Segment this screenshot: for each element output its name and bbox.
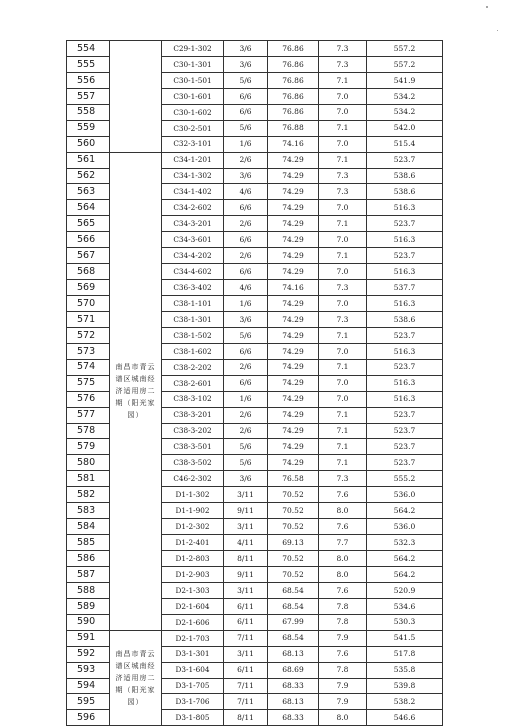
floor-area: 67.99 <box>268 614 319 630</box>
floor-area: 74.29 <box>268 311 319 327</box>
unit-price: 7.0 <box>319 136 367 152</box>
floor-level: 5/6 <box>224 455 268 471</box>
unit-code: D1-2-401 <box>162 535 224 551</box>
unit-price: 7.6 <box>319 487 367 503</box>
floor-area: 74.29 <box>268 359 319 375</box>
floor-level: 7/11 <box>224 694 268 710</box>
total-price: 538.6 <box>367 311 443 327</box>
floor-level: 7/11 <box>224 678 268 694</box>
row-number: 556 <box>67 72 110 88</box>
total-price: 515.4 <box>367 136 443 152</box>
unit-price: 7.0 <box>319 88 367 104</box>
row-number: 564 <box>67 200 110 216</box>
floor-area: 74.29 <box>268 375 319 391</box>
unit-price: 7.0 <box>319 391 367 407</box>
total-price: 523.7 <box>367 439 443 455</box>
unit-code: C30-1-501 <box>162 72 224 88</box>
unit-code: D1-2-903 <box>162 566 224 582</box>
total-price: 539.8 <box>367 678 443 694</box>
total-price: 542.0 <box>367 120 443 136</box>
row-number: 591 <box>67 630 110 646</box>
total-price: 516.3 <box>367 232 443 248</box>
total-price: 523.7 <box>367 359 443 375</box>
total-price: 517.8 <box>367 646 443 662</box>
floor-level: 3/11 <box>224 582 268 598</box>
unit-price: 7.1 <box>319 423 367 439</box>
unit-price: 7.1 <box>319 120 367 136</box>
unit-code: C34-2-602 <box>162 200 224 216</box>
total-price: 516.3 <box>367 296 443 312</box>
unit-code: C36-3-402 <box>162 280 224 296</box>
floor-level: 6/6 <box>224 264 268 280</box>
total-price: 564.2 <box>367 551 443 567</box>
unit-price: 7.8 <box>319 662 367 678</box>
row-number: 593 <box>67 662 110 678</box>
unit-price: 7.1 <box>319 407 367 423</box>
total-price: 536.0 <box>367 487 443 503</box>
floor-level: 6/6 <box>224 343 268 359</box>
floor-area: 68.54 <box>268 630 319 646</box>
unit-code: C38-1-101 <box>162 296 224 312</box>
floor-level: 2/6 <box>224 152 268 168</box>
floor-level: 5/6 <box>224 439 268 455</box>
row-number: 589 <box>67 598 110 614</box>
unit-code: D1-1-302 <box>162 487 224 503</box>
floor-area: 74.29 <box>268 343 319 359</box>
total-price: 538.6 <box>367 184 443 200</box>
floor-level: 2/6 <box>224 359 268 375</box>
floor-area: 74.16 <box>268 280 319 296</box>
floor-area: 76.86 <box>268 56 319 72</box>
floor-level: 2/6 <box>224 407 268 423</box>
total-price: 541.9 <box>367 72 443 88</box>
unit-code: C30-1-601 <box>162 88 224 104</box>
unit-code: D3-1-805 <box>162 710 224 726</box>
table-row <box>67 152 443 168</box>
table-row <box>67 630 443 646</box>
unit-price: 7.3 <box>319 471 367 487</box>
floor-area: 74.29 <box>268 264 319 280</box>
floor-level: 3/6 <box>224 56 268 72</box>
floor-area: 68.33 <box>268 710 319 726</box>
unit-code: C34-1-302 <box>162 168 224 184</box>
unit-price: 7.0 <box>319 375 367 391</box>
row-number: 577 <box>67 407 110 423</box>
floor-level: 8/11 <box>224 551 268 567</box>
floor-area: 74.29 <box>268 232 319 248</box>
total-price: 534.6 <box>367 598 443 614</box>
floor-area: 70.52 <box>268 503 319 519</box>
floor-area: 76.86 <box>268 41 319 57</box>
floor-area: 74.29 <box>268 200 319 216</box>
unit-price: 7.1 <box>319 152 367 168</box>
floor-level: 8/11 <box>224 710 268 726</box>
unit-code: D2-1-703 <box>162 630 224 646</box>
floor-area: 76.86 <box>268 72 319 88</box>
floor-area: 74.29 <box>268 216 319 232</box>
project-name-cell: 南昌市青云谱区城南经济适用房二期（阳光家园） <box>110 152 162 630</box>
floor-level: 6/11 <box>224 598 268 614</box>
row-number: 572 <box>67 327 110 343</box>
project-name-cell: 南昌市青云谱区城南经济适用房二期（阳光家园） <box>110 630 162 726</box>
floor-area: 70.52 <box>268 566 319 582</box>
floor-level: 7/11 <box>224 630 268 646</box>
unit-price: 7.3 <box>319 41 367 57</box>
floor-area: 74.29 <box>268 248 319 264</box>
unit-price: 7.1 <box>319 216 367 232</box>
floor-area: 76.88 <box>268 120 319 136</box>
floor-area: 74.29 <box>268 168 319 184</box>
row-number: 562 <box>67 168 110 184</box>
row-number: 592 <box>67 646 110 662</box>
floor-level: 6/11 <box>224 662 268 678</box>
row-number: 558 <box>67 104 110 120</box>
row-number: 590 <box>67 614 110 630</box>
floor-area: 68.13 <box>268 646 319 662</box>
row-number: 565 <box>67 216 110 232</box>
floor-area: 74.29 <box>268 184 319 200</box>
floor-level: 2/6 <box>224 248 268 264</box>
unit-price: 7.1 <box>319 455 367 471</box>
floor-level: 9/11 <box>224 503 268 519</box>
floor-area: 74.16 <box>268 136 319 152</box>
unit-code: C34-3-201 <box>162 216 224 232</box>
floor-area: 74.29 <box>268 296 319 312</box>
floor-level: 2/6 <box>224 423 268 439</box>
unit-price: 7.0 <box>319 343 367 359</box>
unit-code: C38-2-601 <box>162 375 224 391</box>
unit-code: D2-1-604 <box>162 598 224 614</box>
floor-level: 1/6 <box>224 296 268 312</box>
row-number: 578 <box>67 423 110 439</box>
floor-area: 74.29 <box>268 423 319 439</box>
floor-area: 76.86 <box>268 88 319 104</box>
unit-price: 7.1 <box>319 359 367 375</box>
row-number: 585 <box>67 535 110 551</box>
floor-area: 74.29 <box>268 455 319 471</box>
unit-price: 7.1 <box>319 327 367 343</box>
unit-code: D3-1-706 <box>162 694 224 710</box>
unit-code: C30-1-301 <box>162 56 224 72</box>
unit-code: C38-3-202 <box>162 423 224 439</box>
floor-area: 70.52 <box>268 487 319 503</box>
floor-level: 1/6 <box>224 136 268 152</box>
floor-area: 74.29 <box>268 152 319 168</box>
unit-code: D1-2-803 <box>162 551 224 567</box>
floor-area: 76.58 <box>268 471 319 487</box>
unit-code: D1-1-902 <box>162 503 224 519</box>
unit-code: C38-3-201 <box>162 407 224 423</box>
total-price: 536.0 <box>367 519 443 535</box>
floor-level: 4/6 <box>224 280 268 296</box>
table-body <box>67 41 443 726</box>
total-price: 523.7 <box>367 327 443 343</box>
unit-price: 7.3 <box>319 56 367 72</box>
total-price: 520.9 <box>367 582 443 598</box>
row-number: 560 <box>67 136 110 152</box>
unit-price: 7.0 <box>319 200 367 216</box>
floor-level: 6/6 <box>224 200 268 216</box>
unit-code: C46-2-302 <box>162 471 224 487</box>
unit-code: C38-1-502 <box>162 327 224 343</box>
unit-code: D1-2-302 <box>162 519 224 535</box>
unit-code: C38-1-602 <box>162 343 224 359</box>
scan-speck <box>497 30 498 31</box>
total-price: 532.3 <box>367 535 443 551</box>
total-price: 530.3 <box>367 614 443 630</box>
unit-price: 7.8 <box>319 614 367 630</box>
floor-level: 3/6 <box>224 168 268 184</box>
floor-level: 4/6 <box>224 184 268 200</box>
row-number: 576 <box>67 391 110 407</box>
unit-price: 7.0 <box>319 296 367 312</box>
total-price: 534.2 <box>367 104 443 120</box>
total-price: 523.7 <box>367 407 443 423</box>
total-price: 557.2 <box>367 56 443 72</box>
unit-price: 7.0 <box>319 264 367 280</box>
unit-code: C38-3-102 <box>162 391 224 407</box>
unit-price: 7.0 <box>319 104 367 120</box>
scan-speck <box>486 6 488 8</box>
floor-area: 68.54 <box>268 582 319 598</box>
floor-level: 6/6 <box>224 104 268 120</box>
row-number: 587 <box>67 566 110 582</box>
total-price: 564.2 <box>367 503 443 519</box>
row-number: 563 <box>67 184 110 200</box>
floor-level: 3/6 <box>224 311 268 327</box>
total-price: 523.7 <box>367 455 443 471</box>
unit-code: C34-3-601 <box>162 232 224 248</box>
floor-level: 3/6 <box>224 471 268 487</box>
row-number: 594 <box>67 678 110 694</box>
unit-code: C34-1-402 <box>162 184 224 200</box>
unit-price: 7.1 <box>319 72 367 88</box>
unit-price: 7.7 <box>319 535 367 551</box>
housing-table <box>66 40 443 726</box>
row-number: 596 <box>67 710 110 726</box>
floor-level: 6/6 <box>224 88 268 104</box>
row-number: 569 <box>67 280 110 296</box>
unit-price: 8.0 <box>319 551 367 567</box>
unit-code: C38-3-502 <box>162 455 224 471</box>
unit-price: 8.0 <box>319 710 367 726</box>
row-number: 583 <box>67 503 110 519</box>
unit-code: D2-1-606 <box>162 614 224 630</box>
unit-price: 7.9 <box>319 630 367 646</box>
total-price: 523.7 <box>367 423 443 439</box>
unit-code: D3-1-301 <box>162 646 224 662</box>
row-number: 571 <box>67 311 110 327</box>
total-price: 516.3 <box>367 200 443 216</box>
total-price: 538.2 <box>367 694 443 710</box>
unit-price: 7.6 <box>319 519 367 535</box>
floor-level: 2/6 <box>224 216 268 232</box>
unit-price: 7.3 <box>319 184 367 200</box>
floor-area: 68.33 <box>268 678 319 694</box>
floor-area: 69.13 <box>268 535 319 551</box>
row-number: 579 <box>67 439 110 455</box>
floor-level: 3/11 <box>224 487 268 503</box>
total-price: 516.3 <box>367 264 443 280</box>
unit-code: C34-1-201 <box>162 152 224 168</box>
floor-level: 5/6 <box>224 120 268 136</box>
row-number: 567 <box>67 248 110 264</box>
unit-code: D3-1-705 <box>162 678 224 694</box>
unit-price: 7.6 <box>319 582 367 598</box>
floor-area: 70.52 <box>268 551 319 567</box>
unit-price: 8.0 <box>319 503 367 519</box>
floor-level: 5/6 <box>224 72 268 88</box>
floor-area: 76.86 <box>268 104 319 120</box>
floor-level: 3/11 <box>224 646 268 662</box>
row-number: 568 <box>67 264 110 280</box>
unit-code: C34-4-602 <box>162 264 224 280</box>
unit-code: D3-1-604 <box>162 662 224 678</box>
unit-price: 7.6 <box>319 646 367 662</box>
total-price: 523.7 <box>367 216 443 232</box>
row-number: 573 <box>67 343 110 359</box>
unit-code: C38-3-501 <box>162 439 224 455</box>
row-number: 559 <box>67 120 110 136</box>
project-cell-empty <box>110 41 162 153</box>
total-price: 555.2 <box>367 471 443 487</box>
floor-level: 4/11 <box>224 535 268 551</box>
floor-area: 74.29 <box>268 439 319 455</box>
floor-level: 3/6 <box>224 41 268 57</box>
unit-code: C30-2-501 <box>162 120 224 136</box>
floor-area: 74.29 <box>268 327 319 343</box>
floor-area: 74.29 <box>268 391 319 407</box>
row-number: 580 <box>67 455 110 471</box>
unit-code: D2-1-303 <box>162 582 224 598</box>
row-number: 574 <box>67 359 110 375</box>
unit-code: C29-1-302 <box>162 41 224 57</box>
floor-level: 6/6 <box>224 375 268 391</box>
row-number: 557 <box>67 88 110 104</box>
floor-level: 6/6 <box>224 232 268 248</box>
row-number: 582 <box>67 487 110 503</box>
total-price: 516.3 <box>367 375 443 391</box>
floor-area: 68.69 <box>268 662 319 678</box>
row-number: 555 <box>67 56 110 72</box>
row-number: 586 <box>67 551 110 567</box>
total-price: 535.8 <box>367 662 443 678</box>
unit-price: 7.1 <box>319 439 367 455</box>
row-number: 588 <box>67 582 110 598</box>
floor-level: 5/6 <box>224 327 268 343</box>
unit-code: C32-3-101 <box>162 136 224 152</box>
unit-price: 7.0 <box>319 232 367 248</box>
row-number: 595 <box>67 694 110 710</box>
unit-price: 7.9 <box>319 678 367 694</box>
total-price: 516.3 <box>367 391 443 407</box>
row-number: 554 <box>67 41 110 57</box>
total-price: 541.5 <box>367 630 443 646</box>
table-row <box>67 41 443 57</box>
row-number: 566 <box>67 232 110 248</box>
total-price: 538.6 <box>367 168 443 184</box>
total-price: 523.7 <box>367 248 443 264</box>
total-price: 546.6 <box>367 710 443 726</box>
unit-code: C30-1-602 <box>162 104 224 120</box>
total-price: 516.3 <box>367 343 443 359</box>
floor-area: 68.13 <box>268 694 319 710</box>
row-number: 570 <box>67 296 110 312</box>
total-price: 557.2 <box>367 41 443 57</box>
unit-code: C38-1-301 <box>162 311 224 327</box>
total-price: 537.7 <box>367 280 443 296</box>
unit-code: C34-4-202 <box>162 248 224 264</box>
row-number: 584 <box>67 519 110 535</box>
floor-level: 9/11 <box>224 566 268 582</box>
unit-price: 7.3 <box>319 280 367 296</box>
row-number: 575 <box>67 375 110 391</box>
floor-level: 3/11 <box>224 519 268 535</box>
unit-price: 7.3 <box>319 311 367 327</box>
floor-area: 68.54 <box>268 598 319 614</box>
row-number: 561 <box>67 152 110 168</box>
total-price: 523.7 <box>367 152 443 168</box>
floor-area: 74.29 <box>268 407 319 423</box>
total-price: 564.2 <box>367 566 443 582</box>
unit-code: C38-2-202 <box>162 359 224 375</box>
row-number: 581 <box>67 471 110 487</box>
unit-price: 7.1 <box>319 248 367 264</box>
unit-price: 8.0 <box>319 566 367 582</box>
unit-price: 7.9 <box>319 694 367 710</box>
unit-price: 7.3 <box>319 168 367 184</box>
floor-area: 70.52 <box>268 519 319 535</box>
floor-level: 1/6 <box>224 391 268 407</box>
floor-level: 6/11 <box>224 614 268 630</box>
unit-price: 7.8 <box>319 598 367 614</box>
total-price: 534.2 <box>367 88 443 104</box>
